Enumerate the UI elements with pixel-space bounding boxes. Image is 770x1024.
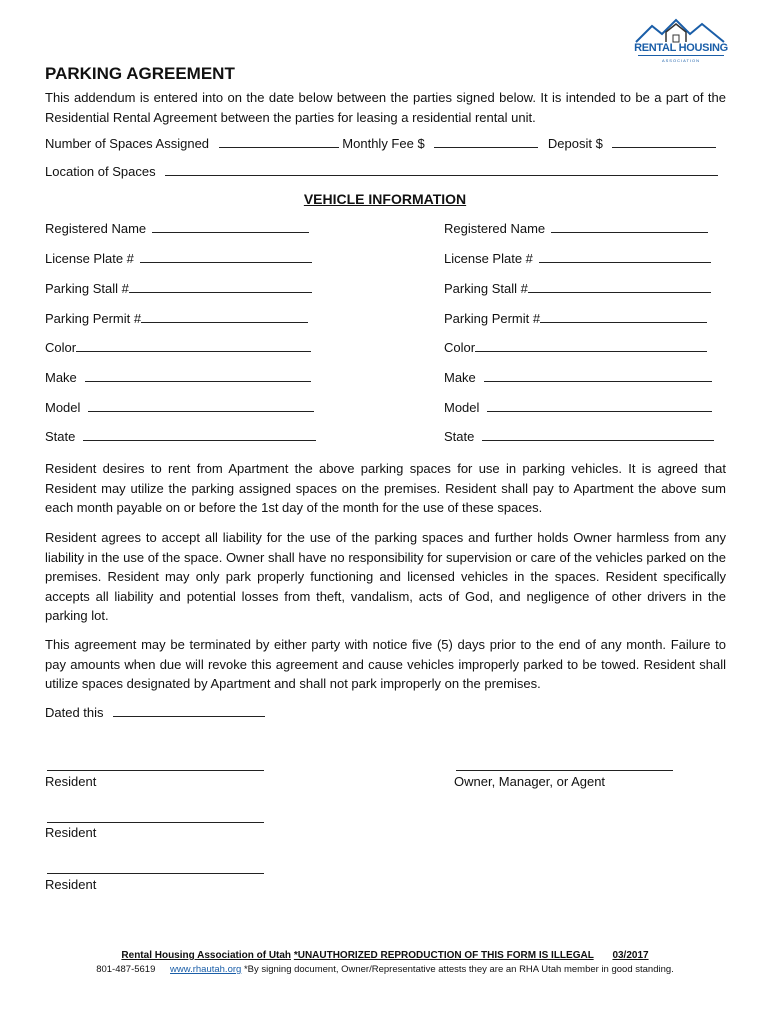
v2-state-row [444,429,714,447]
v1-parking-stall-field[interactable] [129,281,312,293]
owner-label: Owner, Manager, or Agent [454,774,606,789]
v2-registered-name-row [444,221,714,239]
v2-parking-stall-label: Parking Stall # [444,281,528,296]
v1-license-plate-row [45,251,316,269]
v2-registered-name-field[interactable] [551,221,708,233]
v1-license-plate-field[interactable] [140,251,312,263]
v1-parking-permit-row [45,311,316,329]
v1-make-label: Make [45,370,77,385]
logo-text: RENTAL HOUSING [634,42,728,54]
v2-registered-name-label: Registered Name [444,221,546,236]
resident-3-signature-line[interactable] [47,873,264,874]
vehicle-column-2 [444,221,714,447]
deposit-label: Deposit $ [547,136,603,151]
logo-subtext: ASSOCIATION [661,58,701,63]
termination-paragraph: This agreement may be terminated by either party with notice five (5) days prior to the end of any month. Failure to pay amounts when due will revoke this agreement and cause vehicles improperly parked to be towed. Resident shall utilize spaces designated by Apartment and shall not park improperly on the premises. [45,637,726,691]
v1-parking-stall-row [45,281,316,299]
v1-make-row [45,370,316,388]
footer-note: *By signing document, Owner/Representative attests they are an RHA Utah member in good standing. [243,964,674,975]
v2-state-field[interactable] [482,429,714,441]
v2-state-label: State [444,429,475,444]
v1-model-row [45,400,316,418]
location-row [45,164,718,179]
liability-paragraph: Resident agrees to accept all liability for the use of the parking spaces and further holds Owner harmless from any liability in the use of the space. Owner shall have no responsibility for supervision or care of the vehicles parked on the premises. Resident may only park properly functioning and licensed vehicles in the spaces. Resident specifically accepts all liability and potential losses from theft, vandalism, acts of God, and negligence of other drivers in the parking lot. [45,530,726,623]
v1-state-field[interactable] [83,429,316,441]
footer-warning: *UNAUTHORIZED REPRODUCTION OF THIS FORM IS ILLEGAL [293,950,594,961]
footer-line-2 [0,964,770,975]
v2-color-field[interactable] [475,340,707,352]
v1-registered-name-row [45,221,316,239]
v2-parking-permit-label: Parking Permit # [444,311,541,326]
footer-phone: 801-487-5619 [96,964,156,975]
intro-paragraph: This addendum is entered into on the date below between the parties signed below. It is intended to be a part of the Residential Rental Agreement between the parties for leasing a residential rental unit. [45,90,726,125]
resident-2-signature-line[interactable] [47,822,264,823]
location-field[interactable] [165,164,718,176]
v1-model-label: Model [45,400,81,415]
resident-2-label: Resident [45,825,97,840]
resident-1-label: Resident [45,774,97,789]
monthly-fee-label: Monthly Fee $ [342,136,425,151]
v2-parking-permit-field[interactable] [540,311,707,323]
spaces-row [45,136,716,151]
rha-logo [632,18,728,64]
v1-registered-name-field[interactable] [152,221,309,233]
footer-date: 03/2017 [612,950,649,961]
dated-row [45,705,265,720]
v2-make-field[interactable] [484,370,712,382]
v1-color-field[interactable] [76,340,311,352]
owner-signature-line[interactable] [456,770,673,771]
v2-model-row [444,400,714,418]
vehicle-column-1 [45,221,316,447]
v1-color-row [45,340,316,358]
dated-label: Dated this [45,705,104,720]
v2-parking-stall-field[interactable] [528,281,711,293]
footer-line-1 [0,950,770,961]
v1-parking-stall-label: Parking Stall # [45,281,129,296]
v2-make-row [444,370,714,388]
v2-license-plate-row [444,251,714,269]
rental-terms-paragraph: Resident desires to rent from Apartment the above parking spaces for use in parking vehicles. It is agreed that Resident may utilize the parking assigned spaces on the premises. Resident shall pay to Apartment the above sum each month payable on or before the 1st day of the month for the use of these spaces. [45,461,726,515]
v2-model-field[interactable] [487,400,712,412]
resident-1-signature-line[interactable] [47,770,264,771]
v2-license-plate-field[interactable] [539,251,711,263]
resident-3-label: Resident [45,877,97,892]
logo-divider [638,55,724,56]
v1-model-field[interactable] [88,400,314,412]
v2-color-label: Color [444,340,476,355]
location-label: Location of Spaces [45,164,156,179]
v1-make-field[interactable] [85,370,311,382]
dated-field[interactable] [113,705,265,717]
deposit-field[interactable] [612,136,716,148]
v2-parking-stall-row [444,281,714,299]
v1-state-label: State [45,429,76,444]
v1-state-row [45,429,316,447]
v1-color-label: Color [45,340,77,355]
v1-registered-name-label: Registered Name [45,221,147,236]
mountain-house-icon [632,18,728,44]
number-of-spaces-label: Number of Spaces Assigned [45,136,210,151]
v2-parking-permit-row [444,311,714,329]
footer-org: Rental Housing Association of Utah [121,950,292,961]
v2-license-plate-label: License Plate # [444,251,533,266]
v1-parking-permit-label: Parking Permit # [45,311,142,326]
v2-color-row [444,340,714,358]
vehicle-info-heading: VEHICLE INFORMATION [303,191,467,207]
v2-make-label: Make [444,370,476,385]
v1-parking-permit-field[interactable] [141,311,308,323]
footer-website-link[interactable]: www.rhautah.org [170,964,242,975]
v1-license-plate-label: License Plate # [45,251,134,266]
document-title: PARKING AGREEMENT [45,64,235,83]
v2-model-label: Model [444,400,480,415]
monthly-fee-field[interactable] [434,136,538,148]
number-of-spaces-field[interactable] [219,136,339,148]
